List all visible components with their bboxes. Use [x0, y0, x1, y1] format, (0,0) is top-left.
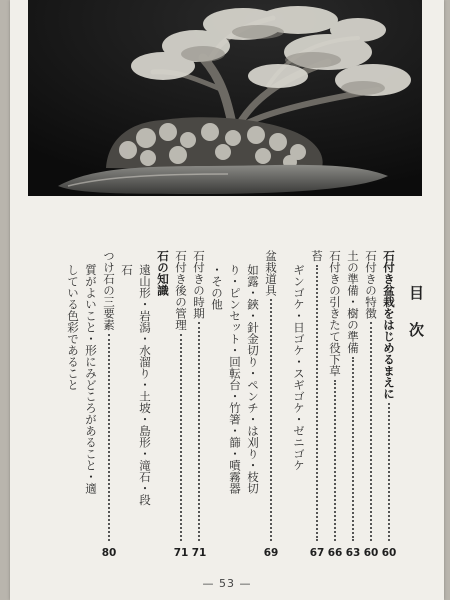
toc-page-number: 71 [191, 547, 207, 559]
toc-subentry [82, 250, 100, 576]
leader-dots [352, 357, 354, 542]
toc-subentry [244, 250, 262, 576]
toc-text: ギンゴケ・日ゴケ・スギゴケ・ゼニゴケ [292, 264, 306, 471]
leader-dots [370, 322, 372, 541]
toc-heading: 目次 [407, 285, 425, 359]
toc-page-number: 60 [381, 547, 397, 559]
toc-subentry [208, 250, 226, 576]
toc-section [154, 250, 172, 562]
toc-subentry [226, 250, 244, 576]
toc-entry [100, 250, 118, 562]
toc-text: 石付きの時期 [192, 250, 206, 319]
toc-text: つけ石の三要素 [102, 250, 116, 331]
toc-text: 石付き盆栽をはじめるまえに [382, 250, 396, 400]
toc-text: している色彩であること [66, 264, 80, 391]
toc-text: 如露・鋏・針金切り・ペンチ・は刈り・枝切 [246, 264, 260, 494]
toc-text: ・その他 [210, 264, 224, 310]
page-number: — 53 — [202, 577, 252, 590]
table-of-contents [58, 250, 398, 562]
toc-text: 苔 [310, 250, 324, 262]
toc-entry [172, 250, 190, 562]
toc-page-number: 60 [363, 547, 379, 559]
toc-page-number: 66 [327, 547, 343, 559]
toc-text: り・ピンセット・回転台・竹箸・篩・噴霧器 [228, 264, 242, 494]
toc-text: 盆栽道具 [264, 250, 278, 296]
leader-dots [388, 403, 390, 542]
toc-entry [262, 250, 280, 562]
toc-page-number: 63 [345, 547, 361, 559]
toc-entry [362, 250, 380, 562]
toc-page-number: 80 [101, 547, 117, 559]
toc-entry [308, 250, 326, 562]
toc-page-number: 71 [173, 547, 189, 559]
rock-planting-bonsai-image [28, 0, 422, 196]
bonsai-photo [28, 0, 422, 196]
toc-page-number: 67 [309, 547, 325, 559]
leader-dots [180, 334, 182, 542]
toc-entry [344, 250, 362, 562]
leader-dots [108, 334, 110, 542]
toc-subentry [118, 250, 136, 576]
book-page [10, 0, 444, 600]
toc-entry [326, 250, 344, 562]
toc-subentry [136, 250, 154, 576]
toc-text: 石 [120, 264, 134, 276]
leader-dots [198, 322, 200, 541]
toc-section [380, 250, 398, 562]
toc-text: 石付きの特徴 [364, 250, 378, 319]
toc-text: 質がよいこと・形にみどころがあること・適 [84, 264, 98, 494]
leader-dots [316, 265, 318, 542]
toc-text: 土の準備・樹の準備 [346, 250, 360, 354]
toc-text: 石付き後の管理 [174, 250, 188, 331]
leader-dots [270, 299, 272, 541]
toc-text: 石付きの引きたて役下草 [328, 250, 342, 377]
toc-spacer [280, 250, 290, 562]
toc-text: 遠山形・岩潟・水溜り・土坡・島形・滝石・段 [138, 264, 152, 506]
leader-dots [334, 380, 336, 542]
toc-subentry [290, 250, 308, 576]
toc-subentry [64, 250, 82, 576]
toc-page-number: 69 [263, 547, 279, 559]
toc-text: 石の知識 [156, 250, 170, 296]
toc-entry [190, 250, 208, 562]
